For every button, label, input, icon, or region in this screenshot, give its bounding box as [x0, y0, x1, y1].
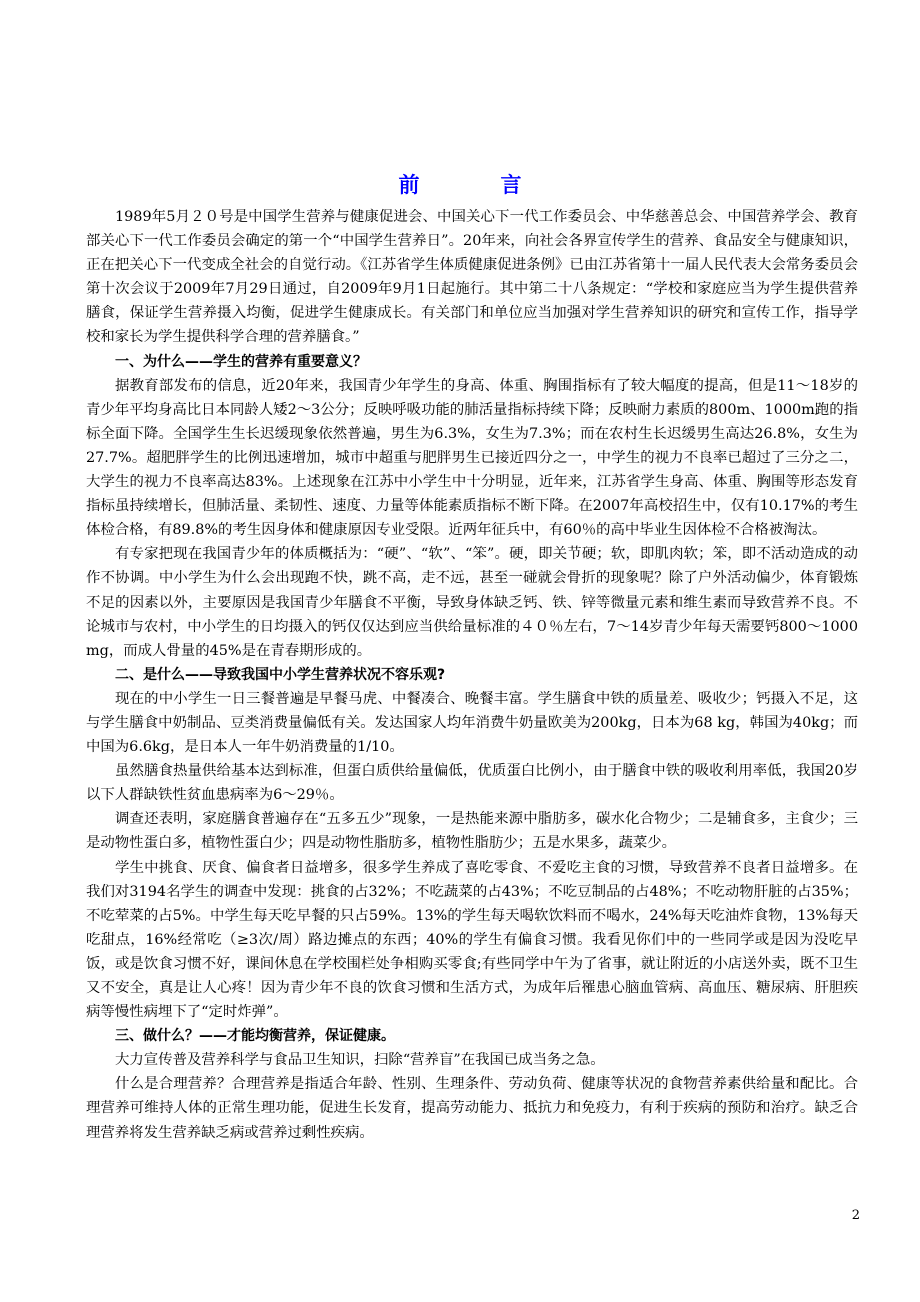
paragraph: 学生中挑食、厌食、偏食者日益增多，很多学生养成了喜吃零食、不爱吃主食的习惯，导致营养不良者日益增多。在我们对3194名学生的调查中发现：挑食的占32%；不吃蔬菜的占43%；不吃豆制品的占48%；不吃动物肝脏的占35%；不吃荤菜的占5%。中学生每天吃早餐的只占59%。13%的学生每天喝软饮料而不喝水，24%每天吃油炸食物，13%每天吃甜点，16%经常吃（≥3次/周）路边摊点的东西；40%的学生有偏食习惯。我看见你们中的一些同学或是因为没吃早饭，或是饮食习惯不好，课间休息在学校围栏处争相购买零食;有些同学中午为了省事，就让附近的小店送外卖，既不卫生又不安全，真是让人心疼！因为青少年不良的饮食习惯和生活方式，为成年后罹患心脑血管病、高血压、糖尿病、肝胆疾病等慢性病埋下了“定时炸弹”。	[86, 859, 858, 1021]
section-heading: 三、做什么？——才能均衡营养，保证健康。	[115, 1028, 395, 1045]
paragraph: 据教育部发布的信息，近20年来，我国青少年学生的身高、体重、胸围指标有了较大幅度的提高，但是11～18岁的青少年平均身高比日本同龄人矮2～3公分；反映呼吸功能的肺活量指标持续下降；反映耐力素质的800m、1000m跑的指标全面下降。全国学生生长迟缓现象依然普遍，男生为6.3%，女生为7.3%；而在农村生长迟缓男生高达26.8%，女生为27.7%。超肥胖学生的比例迅速增加，城市中超重与肥胖男生已接近四分之一，中学生的视力不良率已超过了三分之二，大学生的视力不良率高达83%。上述现象在江苏中小学生中十分明显，近年来，江苏省学生身高、体重、胸围等形态发育指标虽持续增长，但肺活量、柔韧性、速度、力量等体能素质指标不断下降。在2007年高校招生中，仅有10.17%的考生体检合格，有89.8%的考生因身体和健康原因专业受限。近两年征兵中，有60％的高中毕业生因体检不合格被淘汰。	[86, 377, 858, 539]
document-body	[86, 205, 858, 1145]
page-number: 2	[851, 1208, 860, 1223]
paragraph: 虽然膳食热量供给基本达到标准，但蛋白质供给量偏低，优质蛋白比例小，由于膳食中铁的吸收利用率低，我国20岁以下人群缺铁性贫血患病率为6～29％。	[86, 763, 858, 804]
paragraph: 大力宣传普及营养科学与食品卫生知识，扫除“营养盲”在我国已成当务之急。	[115, 1052, 605, 1069]
section-heading: 二、是什么——导致我国中小学生营养状况不容乐观?	[115, 666, 446, 683]
paragraph: 1989年5月２０号是中国学生营养与健康促进会、中国关心下一代工作委员会、中华慈善总会、中国营养学会、教育部关心下一代工作委员会确定的第一个“中国学生营养日”。20年来，向社会各界宣传学生的营养、食品安全与健康知识，正在把关心下一代变成全社会的自觉行动。《江苏省学生体质健康促进条例》已由江苏省第十一届人民代表大会常务委员会第十次会议于2009年7月29日通过，自2009年9月1日起施行。其中第二十八条规定：“学校和家庭应当为学生提供营养膳食，保证学生营养摄入均衡，促进学生健康成长。有关部门和单位应当加强对学生营养知识的研究和宣传工作，指导学校和家长为学生提供科学合理的营养膳食。”	[86, 209, 858, 346]
page-title: 前 言	[398, 173, 552, 197]
paragraph: 现在的中小学生一日三餐普遍是早餐马虎、中餐凑合、晚餐丰富。学生膳食中铁的质量差、吸收少；钙摄入不足，这与学生膳食中奶制品、豆类消费量偏低有关。发达国家人均年消费牛奶量欧美为200kg，日本为68 kg，韩国为40kg；而中国为6.6kg，是日本人一年牛奶消费量的1/10。	[86, 690, 858, 756]
paragraph: 什么是合理营养？合理营养是指适合年龄、性别、生理条件、劳动负荷、健康等状况的食物营养素供给量和配比。合理营养可维持人体的正常生理功能，促进生长发育，提高劳动能力、抵抗力和免疫力，有利于疾病的预防和治疗。缺乏合理营养将发生营养缺乏病或营养过剩性疾病。	[86, 1076, 858, 1141]
paragraph: 调查还表明，家庭膳食普遍存在“五多五少”现象，一是热能来源中脂肪多，碳水化合物少；二是辅食多，主食少；三是动物性蛋白多，植物性蛋白少；四是动物性脂肪多，植物性脂肪少；五是水果多，蔬菜少。	[86, 811, 858, 852]
paragraph: 有专家把现在我国青少年的体质概括为：“硬”、“软”、“笨”。硬，即关节硬；软，即肌肉软；笨，即不活动造成的动作不协调。中小学生为什么会出现跑不快，跳不高，走不远，甚至一碰就会骨折的现象呢？除了户外活动偏少，体育锻炼不足的因素以外，主要原因是我国青少年膳食不平衡，导致身体缺乏钙、铁、锌等微量元素和维生素而导致营养不良。不论城市与农村，中小学生的日均摄入的钙仅仅达到应当供给量标准的４０％左右，7～14岁青少年每天需要钙800～1000 mg，而成人骨量的45%是在青春期形成的。	[86, 546, 858, 659]
section-heading: 一、为什么——学生的营养有重要意义？	[115, 353, 367, 370]
